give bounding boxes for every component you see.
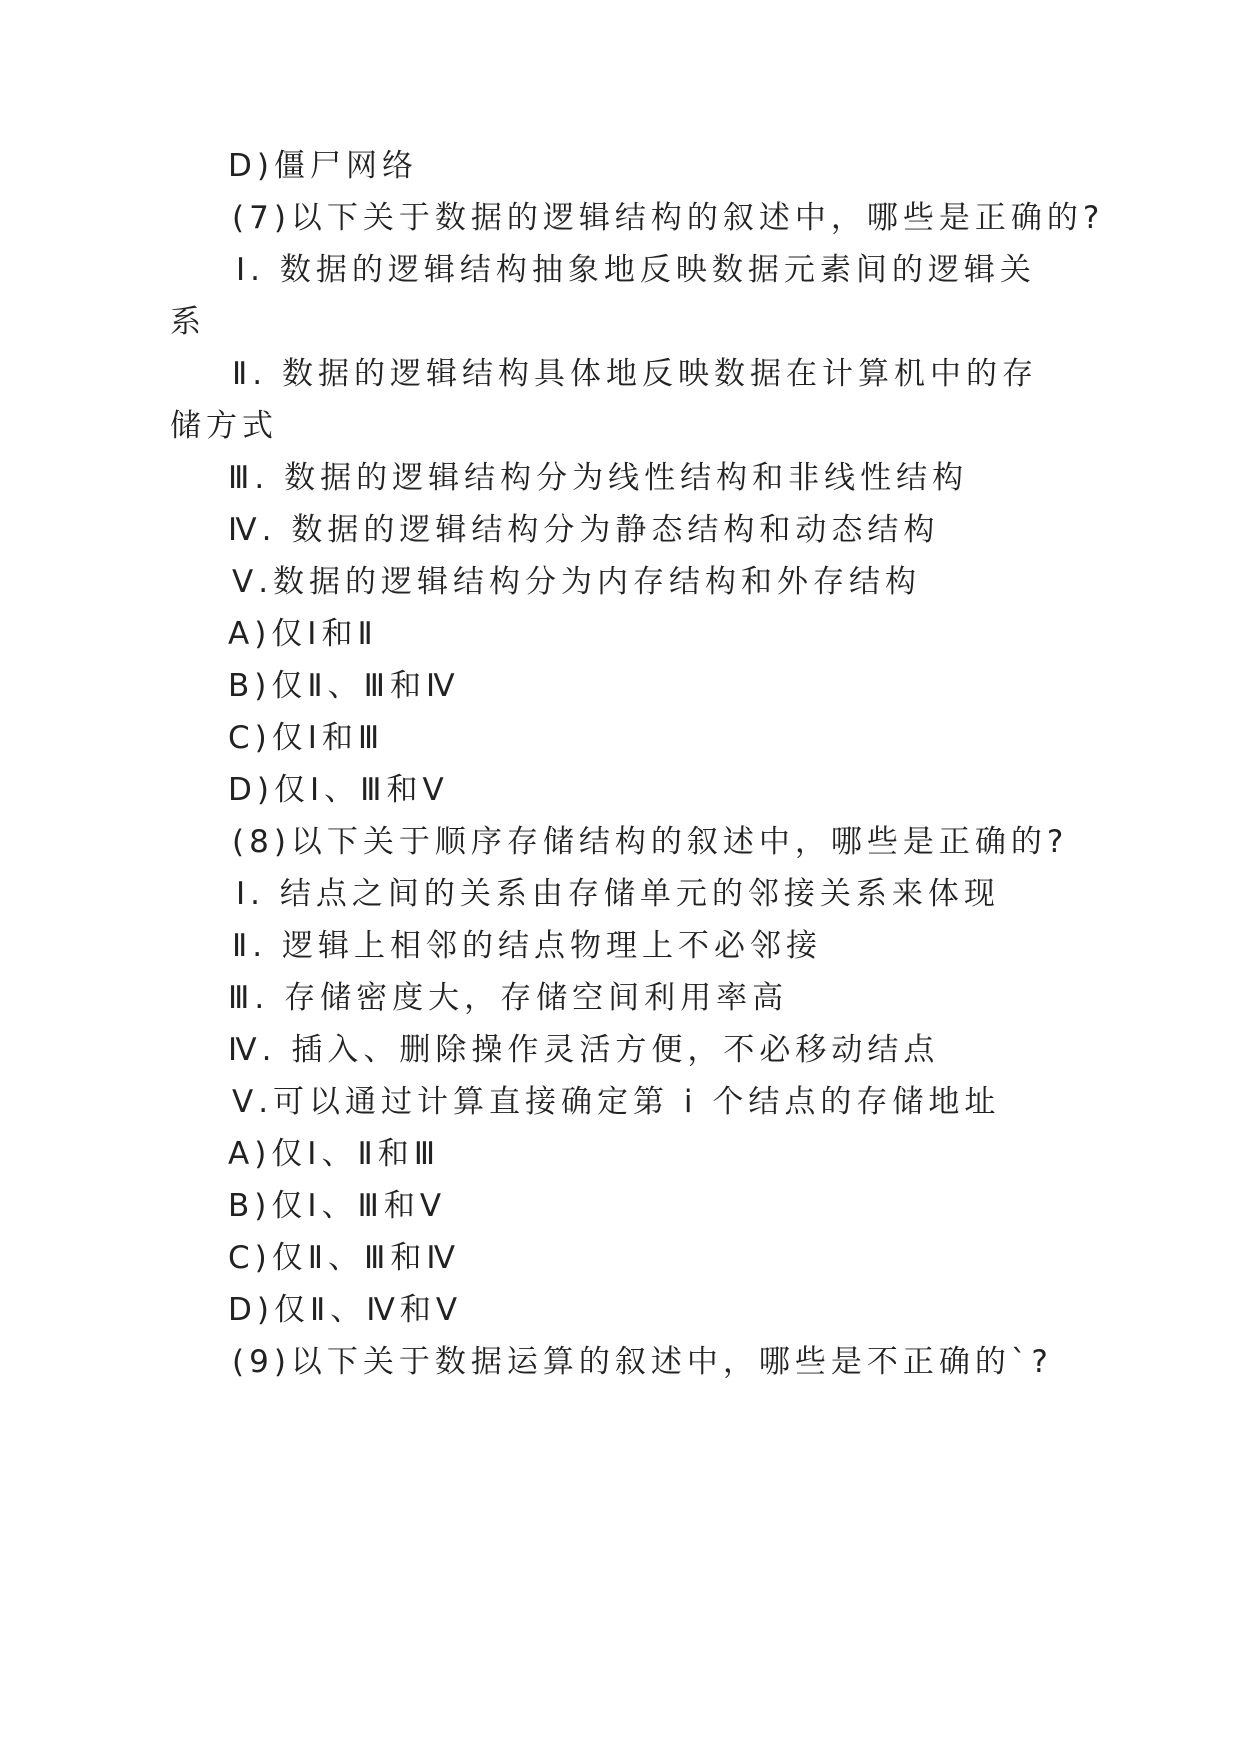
question-8: (8)以下关于顺序存储结构的叙述中，哪些是正确的? [232, 824, 1069, 860]
statement-7-2-cont: 储方式 [170, 408, 278, 444]
option-d-q8: D)仅Ⅱ、Ⅳ和Ⅴ [228, 1292, 463, 1328]
option-d-q6: D)僵尸网络 [228, 148, 418, 184]
option-a-q7: A)仅Ⅰ和Ⅱ [228, 616, 378, 652]
statement-8-3: Ⅲ. 存储密度大，存储空间利用率高 [228, 980, 789, 1016]
statement-8-5: Ⅴ.可以通过计算直接确定第 i 个结点的存储地址 [232, 1084, 1001, 1120]
statement-7-1-cont: 系 [170, 304, 206, 340]
statement-7-1: Ⅰ. 数据的逻辑结构抽象地反映数据元素间的逻辑关 [236, 252, 1036, 288]
option-c-q8: C)仅Ⅱ、Ⅲ和Ⅳ [228, 1240, 460, 1276]
option-c-q7: C)仅Ⅰ和Ⅲ [228, 720, 385, 756]
question-7: (7)以下关于数据的逻辑结构的叙述中，哪些是正确的? [232, 200, 1105, 236]
statement-8-1: Ⅰ. 结点之间的关系由存储单元的邻接关系来体现 [236, 876, 1000, 912]
option-d-q7: D)仅Ⅰ、Ⅲ和Ⅴ [228, 772, 449, 808]
statement-7-5: Ⅴ.数据的逻辑结构分为内存结构和外存结构 [232, 564, 922, 600]
option-a-q8: A)仅Ⅰ、Ⅱ和Ⅲ [228, 1136, 441, 1172]
option-b-q7: B)仅Ⅱ、Ⅲ和Ⅳ [228, 668, 460, 704]
statement-7-2: Ⅱ. 数据的逻辑结构具体地反映数据在计算机中的存 [232, 356, 1038, 392]
question-9: (9)以下关于数据运算的叙述中，哪些是不正确的`? [232, 1344, 1053, 1380]
option-b-q8: B)仅Ⅰ、Ⅲ和Ⅴ [228, 1188, 447, 1224]
statement-7-4: Ⅳ. 数据的逻辑结构分为静态结构和动态结构 [228, 512, 940, 548]
statement-8-2: Ⅱ. 逻辑上相邻的结点物理上不必邻接 [232, 928, 822, 964]
statement-8-4: Ⅳ. 插入、删除操作灵活方便，不必移动结点 [228, 1032, 940, 1068]
statement-7-3: Ⅲ. 数据的逻辑结构分为线性结构和非线性结构 [228, 460, 969, 496]
